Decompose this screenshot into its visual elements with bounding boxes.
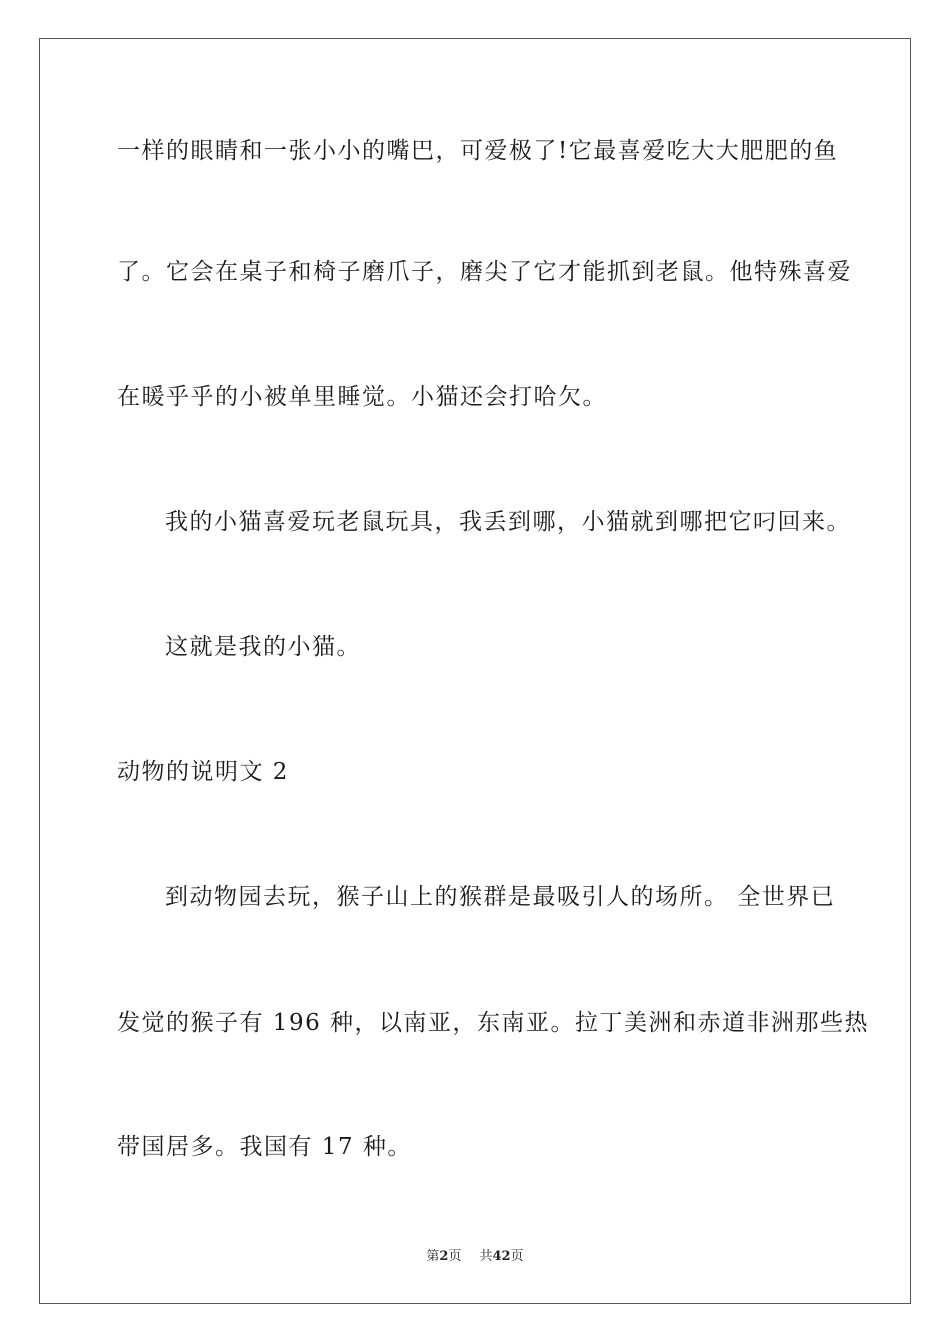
body-line-8: 带国居多。我国有 17 种。 — [117, 1134, 412, 1160]
section-heading: 动物的说明文 2 — [117, 759, 289, 785]
page-frame — [39, 38, 911, 1304]
page-prefix: 第 — [426, 1249, 440, 1264]
body-line-2: 了。它会在桌子和椅子磨爪子，磨尖了它才能抓到老鼠。他特殊喜爱 — [117, 259, 852, 285]
page-suffix: 页 — [448, 1249, 462, 1264]
body-line-4: 我的小猫喜爱玩老鼠玩具，我丢到哪，小猫就到哪把它叼回来。 — [165, 509, 851, 535]
body-line-6: 到动物园去玩，猴子山上的猴群是最吸引人的场所。 全世界已 — [165, 884, 836, 910]
body-line-3: 在暖乎乎的小被单里睡觉。小猫还会打哈欠。 — [117, 384, 607, 410]
body-line-5: 这就是我的小猫。 — [165, 634, 361, 660]
body-line-1: 一样的眼睛和一张小小的嘴巴，可爱极了!它最喜爱吃大大肥肥的鱼 — [117, 138, 839, 164]
total-pages: 42 — [492, 1249, 511, 1264]
total-suffix: 页 — [510, 1249, 524, 1264]
body-line-7: 发觉的猴子有 196 种，以南亚，东南亚。拉丁美洲和赤道非洲那些热 — [117, 1010, 870, 1036]
page-number: 2 — [439, 1249, 449, 1264]
total-prefix: 共 — [479, 1249, 493, 1264]
page-footer — [0, 1248, 950, 1266]
